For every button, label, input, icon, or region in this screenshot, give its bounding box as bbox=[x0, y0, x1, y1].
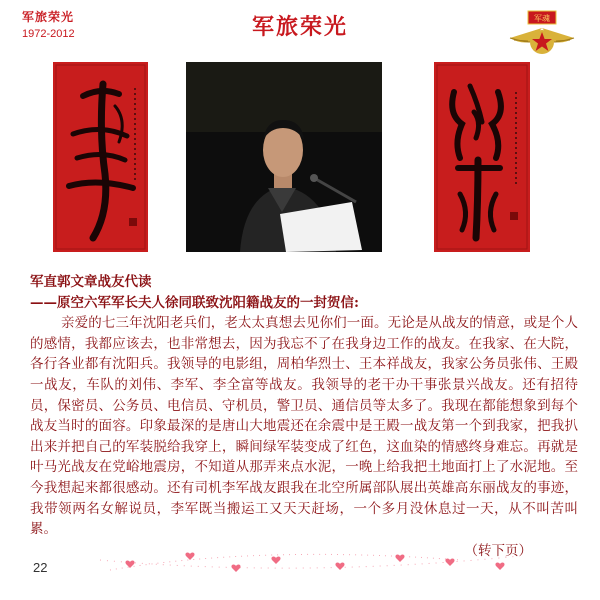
heart-border-decoration bbox=[40, 540, 580, 580]
badge-text: 军魂 bbox=[534, 14, 550, 23]
page-title: 军旅荣光 bbox=[251, 14, 348, 40]
continued-marker: （转下页） bbox=[464, 542, 532, 559]
years-label: 1972-2012 bbox=[22, 28, 75, 40]
calligraphy-scroll-right bbox=[434, 62, 530, 252]
article-subheading: ——原空六军军长夫人徐同联致沈阳籍战友的一封贺信: bbox=[30, 294, 359, 311]
page-number: 22 bbox=[33, 560, 48, 575]
speaker-photo bbox=[186, 62, 382, 252]
calligraphy-scroll-left bbox=[53, 62, 148, 252]
letter-article bbox=[30, 272, 578, 561]
article-heading: 军直郭文章战友代读 bbox=[30, 274, 152, 290]
army-badge-icon bbox=[508, 8, 576, 60]
article-body: 亲爱的七三年沈阳老兵们，老太太真想去见你们一面。无论是从战友的情意，或是个人的感情，我都应该去，也非常想去，因为我忘不了在我身边工作的战友。在我家、在大院，各行各业都有沈阳兵。我领导的电影组，周柏华烈士、王本祥战友，我家公务员张伟、王殿一战友，车队的刘伟、李军、李全富等战友。我领导的老干办干事张景兴战友。还有招待员，保密员、公务员、电信员、守机员，警卫员、通信员等太多了。我现在都能想象到每个战友当时的面容。印象最深的是唐山大地震还在余震中是王殿一战友第一个到我家，把我扒出来并把自己的军装脱给我穿上，瞬间绿军装变成了红色，这血染的情感终身难忘。再就是叶马光战友在党峪地震房，不知道从那弄来点水泥，一晚上给我把土地面打上了水泥地。至今我想起来都很感动。还有司机李军战友跟我在北空所属部队展出英雄高东丽战友的事迹，我带领两名女解说员，李军既当搬运工又天天赶场，一个多月没休息过一天，从不叫苦叫累。 bbox=[30, 315, 578, 538]
section-name: 军旅荣光 bbox=[22, 10, 75, 24]
